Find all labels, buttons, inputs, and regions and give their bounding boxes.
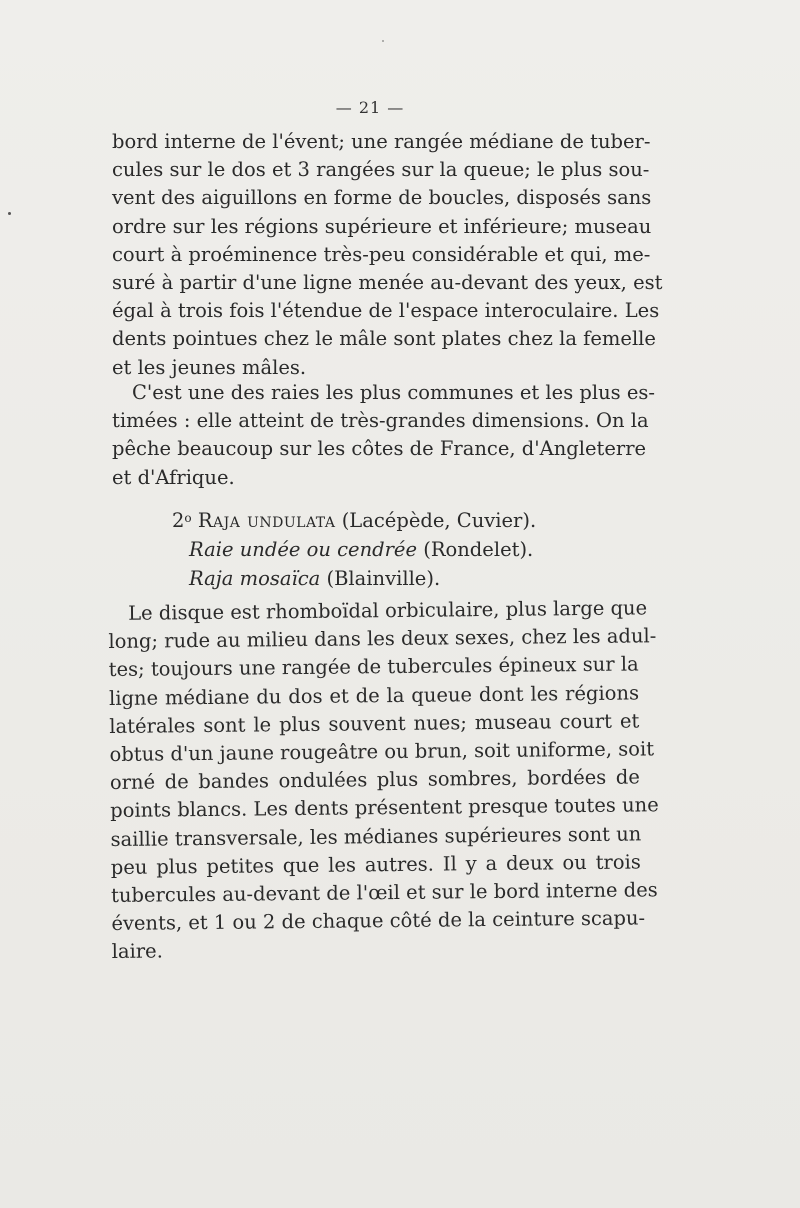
paragraph-3-line: obtus d'un jaune rougeâtre ou brun, soit uniforme, soit	[109, 737, 655, 767]
species-author: (Lacépède, Cuvier).	[341, 509, 537, 532]
species-entry	[172, 504, 536, 593]
paragraph-1-line: suré à partir d'une ligne menée au-devant des yeux, est	[112, 271, 663, 295]
paper-speck	[8, 212, 11, 215]
synonym-author: (Rondelet).	[423, 538, 534, 561]
paragraph-1-line: dents pointues chez le mâle sont plates chez la femelle	[112, 327, 656, 351]
page-number: — 21 —	[335, 98, 405, 117]
paragraph-3	[108, 594, 659, 966]
synonym-line	[172, 564, 536, 593]
species-name: Raja undulata	[197, 509, 336, 532]
synonym-name: Raja mosaïca	[189, 567, 321, 590]
paragraph-2	[112, 379, 656, 492]
paragraph-3-line: orné de bandes ondulées plus sombres, bordées de	[109, 765, 641, 795]
paragraph-2-line: timées : elle atteint de très-grandes dimensions. On la	[112, 409, 649, 433]
paragraph-3-line: points blancs. Les dents présentent presque toutes une	[110, 793, 659, 823]
paragraph-3-line: peu plus petites que les autres. Il y a deux ou trois	[110, 850, 641, 879]
synonym-author: (Blainville).	[326, 567, 441, 590]
paragraph-1-line: cules sur le dos et 3 rangées sur la queue; le plus sou-	[112, 158, 650, 182]
paragraph-3-line: latérales sont le plus souvent nues; museau court et	[109, 709, 640, 738]
paragraph-3-line: tes; toujours une rangée de tubercules épineux sur la	[108, 652, 639, 682]
paragraph-1-line: court à proéminence très-peu considérable et qui, me-	[112, 242, 651, 266]
synonym-name: Raie undée ou cendrée	[189, 538, 418, 561]
paragraph-2-line: pêche beaucoup sur les côtes de France, d'Angleterre	[112, 437, 647, 461]
paragraph-2-line: C'est une des raies les plus communes et les plus es-	[132, 381, 656, 404]
paragraph-1	[112, 128, 663, 382]
species-heading	[172, 504, 536, 535]
paragraph-3-line: long; rude au milieu dans les deux sexes, chez les adul-	[108, 624, 657, 654]
paragraph-3-line: laire.	[111, 939, 163, 964]
paragraph-1-line: ordre sur les régions supérieure et inférieure; museau	[112, 214, 652, 238]
paragraph-3-line: Le disque est rhomboïdal orbiculaire, plus large que	[128, 596, 648, 625]
paragraph-2-line: et d'Afrique.	[112, 465, 235, 489]
paragraph-3-line: évents, et 1 ou 2 de chaque côté de la ceinture scapu-	[111, 906, 646, 936]
paragraph-1-line: bord interne de l'évent; une rangée médiane de tuber-	[112, 130, 651, 153]
species-number: 2$^o$	[172, 509, 192, 532]
paragraph-3-line: saillie transversale, les médianes supérieures sont un	[110, 822, 642, 851]
synonym-line	[172, 535, 536, 564]
paragraph-3-line: ligne médiane du dos et de la queue dont les régions	[108, 681, 640, 710]
paragraph-3-line: tubercules au-devant de l'œil et sur le bord interne des	[110, 878, 658, 908]
paragraph-1-line: et les jeunes mâles.	[112, 355, 307, 379]
paragraph-1-line: vent des aiguillons en forme de boucles, disposés sans	[112, 186, 652, 210]
paper-speck	[382, 40, 384, 42]
paragraph-1-line: égal à trois fois l'étendue de l'espace interoculaire. Les	[112, 299, 660, 323]
